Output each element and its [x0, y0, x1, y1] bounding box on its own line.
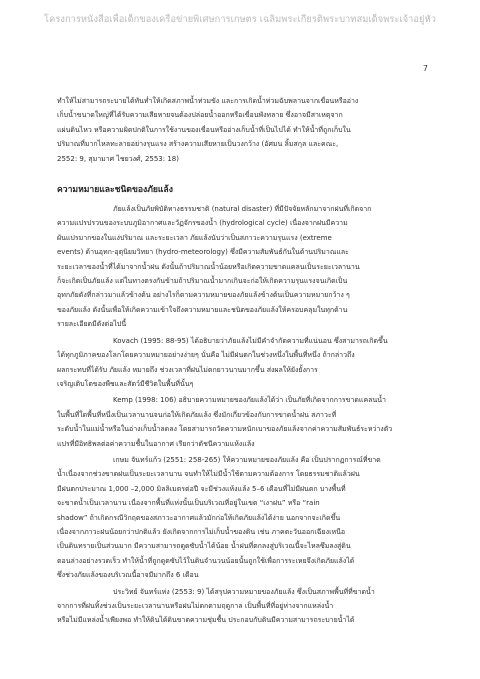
text-line: ปริมาณที่มากไหลทะลายอย่างรุนแรง สร้างความเสียหายเป็นวงกว้าง (อัศมน ลิ้มสกุล และคณะ,: [57, 140, 339, 149]
text-line: 2552: 9, สุมามาศ ไชยวงศ์, 2553: 18): [57, 154, 179, 163]
text-line: เนื่องจากภาวะฝนน้อยกว่าปกติแล้ว ยังเกิดจากการไม่เก็บน้ำของดิน เช่น ภาคตะวันออกเฉียงเหนือ: [57, 527, 346, 536]
text-line: ซึ่งช่วงภัยแล้งของบริเวณนี้อาจมีมากถึง 6 เดือน: [57, 571, 199, 580]
text-line: ประวิทย์ จันทร์แห่ง (2553: 9) ได้สรุปความหมายของภัยแล้ง ซึ่งเป็นสภาพพื้นที่ที่ขาดน้ำ: [113, 587, 375, 596]
text-line: shadow” ถ้าเกิดกรณีวิกฤตของสภาวะอากาศแล้วมักก่อให้เกิดภัยแล้งได้ง่าย นอกจากจะเกิดขึ้น: [57, 513, 341, 522]
paragraph-kovach: [57, 334, 431, 392]
text-line: ภัยแล้งเป็นภัยพิบัติทางธรรมชาติ (natural disaster) ที่มีปัจจัยหลักมาจากฝนที่เกิดจาก: [113, 205, 372, 214]
text-line: ก็จะเกิดเป็นภัยแล้ง แต่ในทางตรงกันข้ามถ้าปริมาณน้ำมากเกินจะก่อให้เกิดความรุนแรงจนเกิดเป็น: [57, 277, 348, 286]
text-line: ของภัยแล้ง ดังนั้นเพื่อให้เกิดความเข้าใจถึงความหมายและชนิดของภัยแล้งให้ครอบคลุมในทุกด้าน: [57, 305, 348, 314]
text-line: มีฝนตกประมาณ 1,000 –2,000 มิลลิเมตรต่อปี จะมีช่วงแห้งแล้ง 5–6 เดือนที่ไม่มีฝนตก บางพื้นที่: [57, 484, 346, 493]
paragraph-definition: [57, 202, 431, 332]
running-header: โครงการหนังสือเพื่อเด็กของเครือข่ายพิเศษการเกษตร เฉลิมพระเกียรติพระบาทสมเด็จพระเจ้าอยู่หัว: [44, 14, 436, 25]
text-line: จะขาดน้ำเป็นเวลานาน เนื่องจากพื้นที่แห่งนั้นเป็นบริเวณที่อยู่ในเขต “เงาฝน” หรือ “rain: [57, 499, 320, 508]
text-line: ได้ทุกภูมิภาคของโลกโดยความหมายอย่างง่ายๆ นั่นคือ ไม่มีฝนตกในช่วงหนึ่งในพื้นที่หนึ่ง ถ้ากล่าวถึง: [57, 351, 355, 360]
text-line: ความแปรปรวนของระบบภูมิอากาศและวัฏจักรของน้ำ (hydrological cycle) เนื่องจากฝนมีความ: [57, 219, 348, 228]
paragraph-kemp: [57, 393, 431, 451]
text-line: รายละเอียดมีดังต่อไปนี้: [57, 320, 127, 329]
text-line: เป็นดินทรายเป็นส่วนมาก มีความสามารถดูดซับน้ำได้น้อย น้ำฝนที่ตกลงสู่บริเวณนี้จะไหลซึมลงสู่ดิน: [57, 542, 351, 551]
intro-paragraph: [57, 94, 431, 166]
text-line: Kemp (1998: 106) อธิบายความหมายของภัยแล้งได้ว่า เป็นภัยที่เกิดจากการขาดแคลนน้ำ: [113, 396, 386, 405]
section-heading: ความหมายและชนิดของภัยแล้ง: [57, 185, 173, 196]
text-line: เจริญเติบโตของพืชและสัตว์มีชีวิตในพื้นที่นั้นๆ: [57, 379, 194, 388]
text-line: ระดับน้ำในแม่น้ำหรือในอ่างเก็บน้ำลดลง โดยสามารถวัดความหนักเบาของภัยแล้งจากค่าความสัมพันธ์ระหว่างตัว: [57, 425, 393, 434]
page-body: [57, 94, 431, 630]
text-line: Kovach (1995: 88-95) ได้อธิบายว่าภัยแล้งไม่มีคำจำกัดความที่แน่นอน ซึ่งสามารถเกิดขึ้น: [113, 336, 388, 345]
text-line: ผลกระทบที่ได้รับ ภัยแล้ง หมายถึง ช่วงเวลาที่ฝนไม่ตกยาวนานมากขึ้น ส่งผลให้ยังยั้งการ: [57, 365, 318, 374]
text-line: อุทกภัยดังที่กล่าวมาแล้วข้างต้น อย่างไรก็ตามความหมายของภัยแล้งข้างต้นเป็นความหมายกว้าง ๆ: [57, 291, 350, 300]
text-line: หรือไม่มีแหล่งน้ำเพียงพอ ทำให้ดินได้ดินขาดความชุ่มชื้น ประกอบกับดินมีความสามารถระบายน้ำได้: [57, 616, 355, 625]
paragraph-prawit: [57, 585, 431, 628]
page-number: 7: [422, 64, 428, 73]
text-line: จากการที่ฝนทิ้งช่วงเป็นระยะเวลานานหรือฝนไม่ตกตามฤดูกาล เป็นพื้นที่ที่อยู่ห่างจากแหล่งน้ำ: [57, 602, 334, 610]
text-line: ทำให้ไม่สามารถระบายได้ทันท่ำให้เกิดสภาพน้ำท่วมขัง และการเกิดน้ำท่วมฉับพลานจากเขื่อนหรืออ่าง: [57, 97, 359, 105]
text-line: เกษม จันทร์แก้ว (2551: 258-265) ให้ความหมายของภัยแล้ง คือ เป็นปรากฏการณ์ที่ขาด: [113, 455, 381, 464]
text-line: เก็บน้ำขนาดใหญ่ที่ได้รับความเสียหายจนต้องปล่อยน้ำออกหรือเขื่อนพังทลาย ซึ่งอาจมีสาเหตุจาก: [57, 111, 343, 120]
text-line: ระยะเวลาของน้ำที่ได้มาจากน้ำฝน ดังนั้นถ้าปริมาณน้ำน้อยหรือเกิดความขาดแคลนเป็นระยะเวลานาน: [57, 262, 360, 271]
text-line: events) ด้านอุทก-อุตุนิยมวิทยา (hydro-meteorology) ซึ่งมีความสัมพันธ์กันในด้านปริมาณและ: [57, 248, 349, 257]
text-line: ตอนล่างอย่างรวดเร็ว ทำให้น้ำที่ถูกดูดซับไว้ในดินจำนวนน้อยนั้นถูกใช้เพื่อการระเหยจึงเกิดภัยแล้งได้: [57, 556, 355, 565]
text-line: แผ่นดินไหว หรือความผิดปกติในการใช้งานของเขื่อนหรืออ่างเก็บน้ำที่เป็นไปได้ ทำให้น้ำที่ถูกเก็บใน: [57, 125, 351, 134]
paragraph-kasem: [57, 453, 431, 583]
text-line: น้ำเนื่องจากช่วงขาดฝนเป็นระยะเวลานาน จนทำให้ไม่มีน้ำใช้ตามความต้องการ โดยธรรมชาติแล้วฝน: [57, 470, 360, 479]
text-line: แปรที่มีอิทธิพลต่อค่าความชื้นในอากาศ เรียกว่าดัชนีความแห้งแล้ง: [57, 439, 255, 448]
text-line: ผันแปรมากของในแง่ปริมาณ และระยะเวลา ภัยแล้งนับว่าเป็นสภาวะความรุนแรง (extreme: [57, 233, 332, 242]
text-line: ในพื้นที่ใดพื้นที่หนึ่งเป็นเวลานานจนก่อให้เกิดภัยแล้ง ซึ่งมักเกี่ยวข้องกับการขาดน้ำฝน สภาวะที่: [57, 410, 337, 419]
